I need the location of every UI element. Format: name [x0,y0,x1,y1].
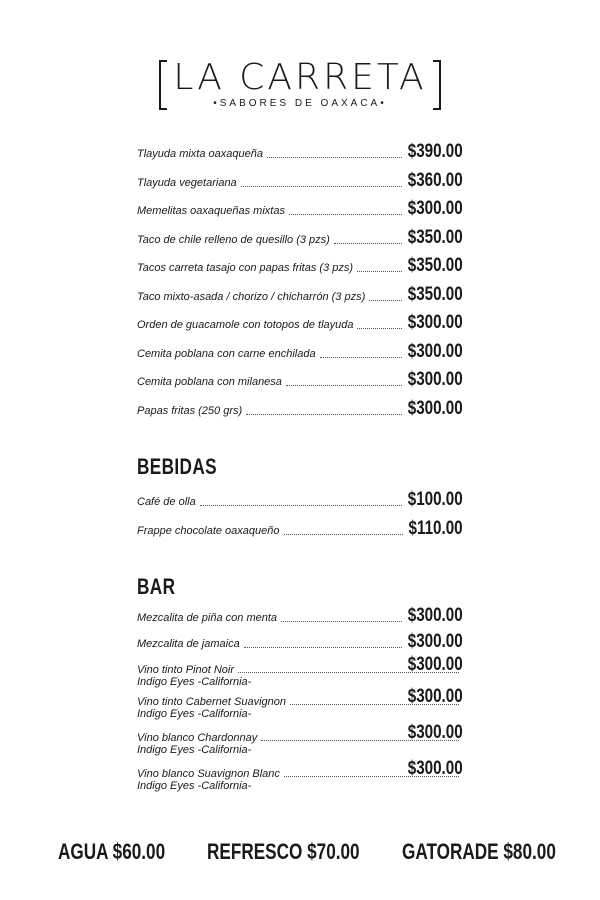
menu-item [137,394,463,420]
item-name: Papas fritas (250 grs) [137,405,243,417]
item-name: Taco mixto-asada / chorizo / chicharrón (3 pzs) [137,291,366,303]
leader-dots [320,357,403,358]
item-price: $300.00 [408,198,463,219]
item-name: Memelitas oaxaqueñas mixtas [137,205,285,217]
menu-item [137,514,463,540]
item-name: Vino tinto Pinot Noir [137,664,235,676]
leader-dots [334,243,402,244]
restaurant-name: LA CARRETA [173,57,427,98]
item-price: $300.00 [408,341,463,362]
item-price: $300.00 [408,369,463,390]
item-name: Vino blanco Chardonnay [137,732,258,744]
menu-item [137,166,463,192]
item-name: Orden de guacamole con totopos de tlayuda [137,319,354,331]
item-price: $300.00 [408,654,463,675]
item-name: Cemita poblana con milanesa [137,376,282,388]
logo-frame [159,58,440,110]
menu-item [137,308,463,334]
item-price: $300.00 [408,686,463,707]
leader-dots [246,414,402,415]
section-title-bebidas: BEBIDAS [137,454,217,479]
menu-item [137,365,463,391]
menu-item [137,337,463,363]
menu-item [137,280,463,306]
leader-dots [267,157,402,158]
item-price: $300.00 [408,758,463,779]
footer-agua: AGUA $60.00 [58,839,166,864]
item-name: Taco de chile relleno de quesillo (3 pzs) [137,234,330,246]
item-price: $300.00 [408,722,463,743]
item-price: $350.00 [408,255,463,276]
item-price: $300.00 [408,398,463,419]
menu-item [137,251,463,277]
leader-dots [357,271,402,272]
item-price: $350.00 [408,284,463,305]
item-price: $350.00 [408,227,463,248]
item-name: Mezcalita de jamaica [137,638,240,650]
leader-dots [281,621,402,622]
item-name: Tlayuda vegetariana [137,177,237,189]
restaurant-tagline: •SABORES DE OAXACA• [213,98,387,109]
item-origin: Indigo Eyes -California- [137,780,252,792]
item-name: Cemita poblana con carne enchilada [137,348,316,360]
logo [0,58,600,111]
footer-refresco: REFRESCO $70.00 [207,839,360,864]
item-origin: Indigo Eyes -California- [137,708,252,720]
item-name: Tlayuda mixta oaxaqueña [137,148,263,160]
wine-item [137,722,463,758]
wine-item [137,686,463,722]
menu-item [137,601,463,627]
leader-dots [241,186,403,187]
menu-item [137,194,463,220]
item-price: $390.00 [408,141,463,162]
leader-dots [244,647,403,648]
leader-dots [286,385,402,386]
menu-item [137,627,463,653]
item-origin: Indigo Eyes -California- [137,676,252,688]
footer-gatorade: GATORADE $80.00 [402,839,556,864]
leader-dots [357,328,402,329]
item-price: $360.00 [408,170,463,191]
item-price: $110.00 [408,518,463,539]
menu-item [137,137,463,163]
item-price: $100.00 [408,489,463,510]
footer-drinks [0,838,600,866]
item-name: Tacos carreta tasajo con papas fritas (3 pzs) [137,262,354,274]
section-title-bar: BAR [137,574,176,599]
item-name: Vino tinto Cabernet Suavignon [137,696,287,708]
item-price: $300.00 [408,605,463,626]
item-name: Frappe chocolate oaxaqueño [137,525,280,537]
leader-dots [200,505,403,506]
item-origin: Indigo Eyes -California- [137,744,252,756]
wine-item [137,758,463,794]
leader-dots [284,534,404,535]
item-price: $300.00 [408,312,463,333]
menu-item [137,485,463,511]
item-name: Vino blanco Suavignon Blanc [137,768,280,780]
item-name: Café de olla [137,496,196,508]
menu-item [137,223,463,249]
item-price: $300.00 [408,631,463,652]
leader-dots [369,300,402,301]
leader-dots [289,214,402,215]
item-name: Mezcalita de piña con menta [137,612,278,624]
